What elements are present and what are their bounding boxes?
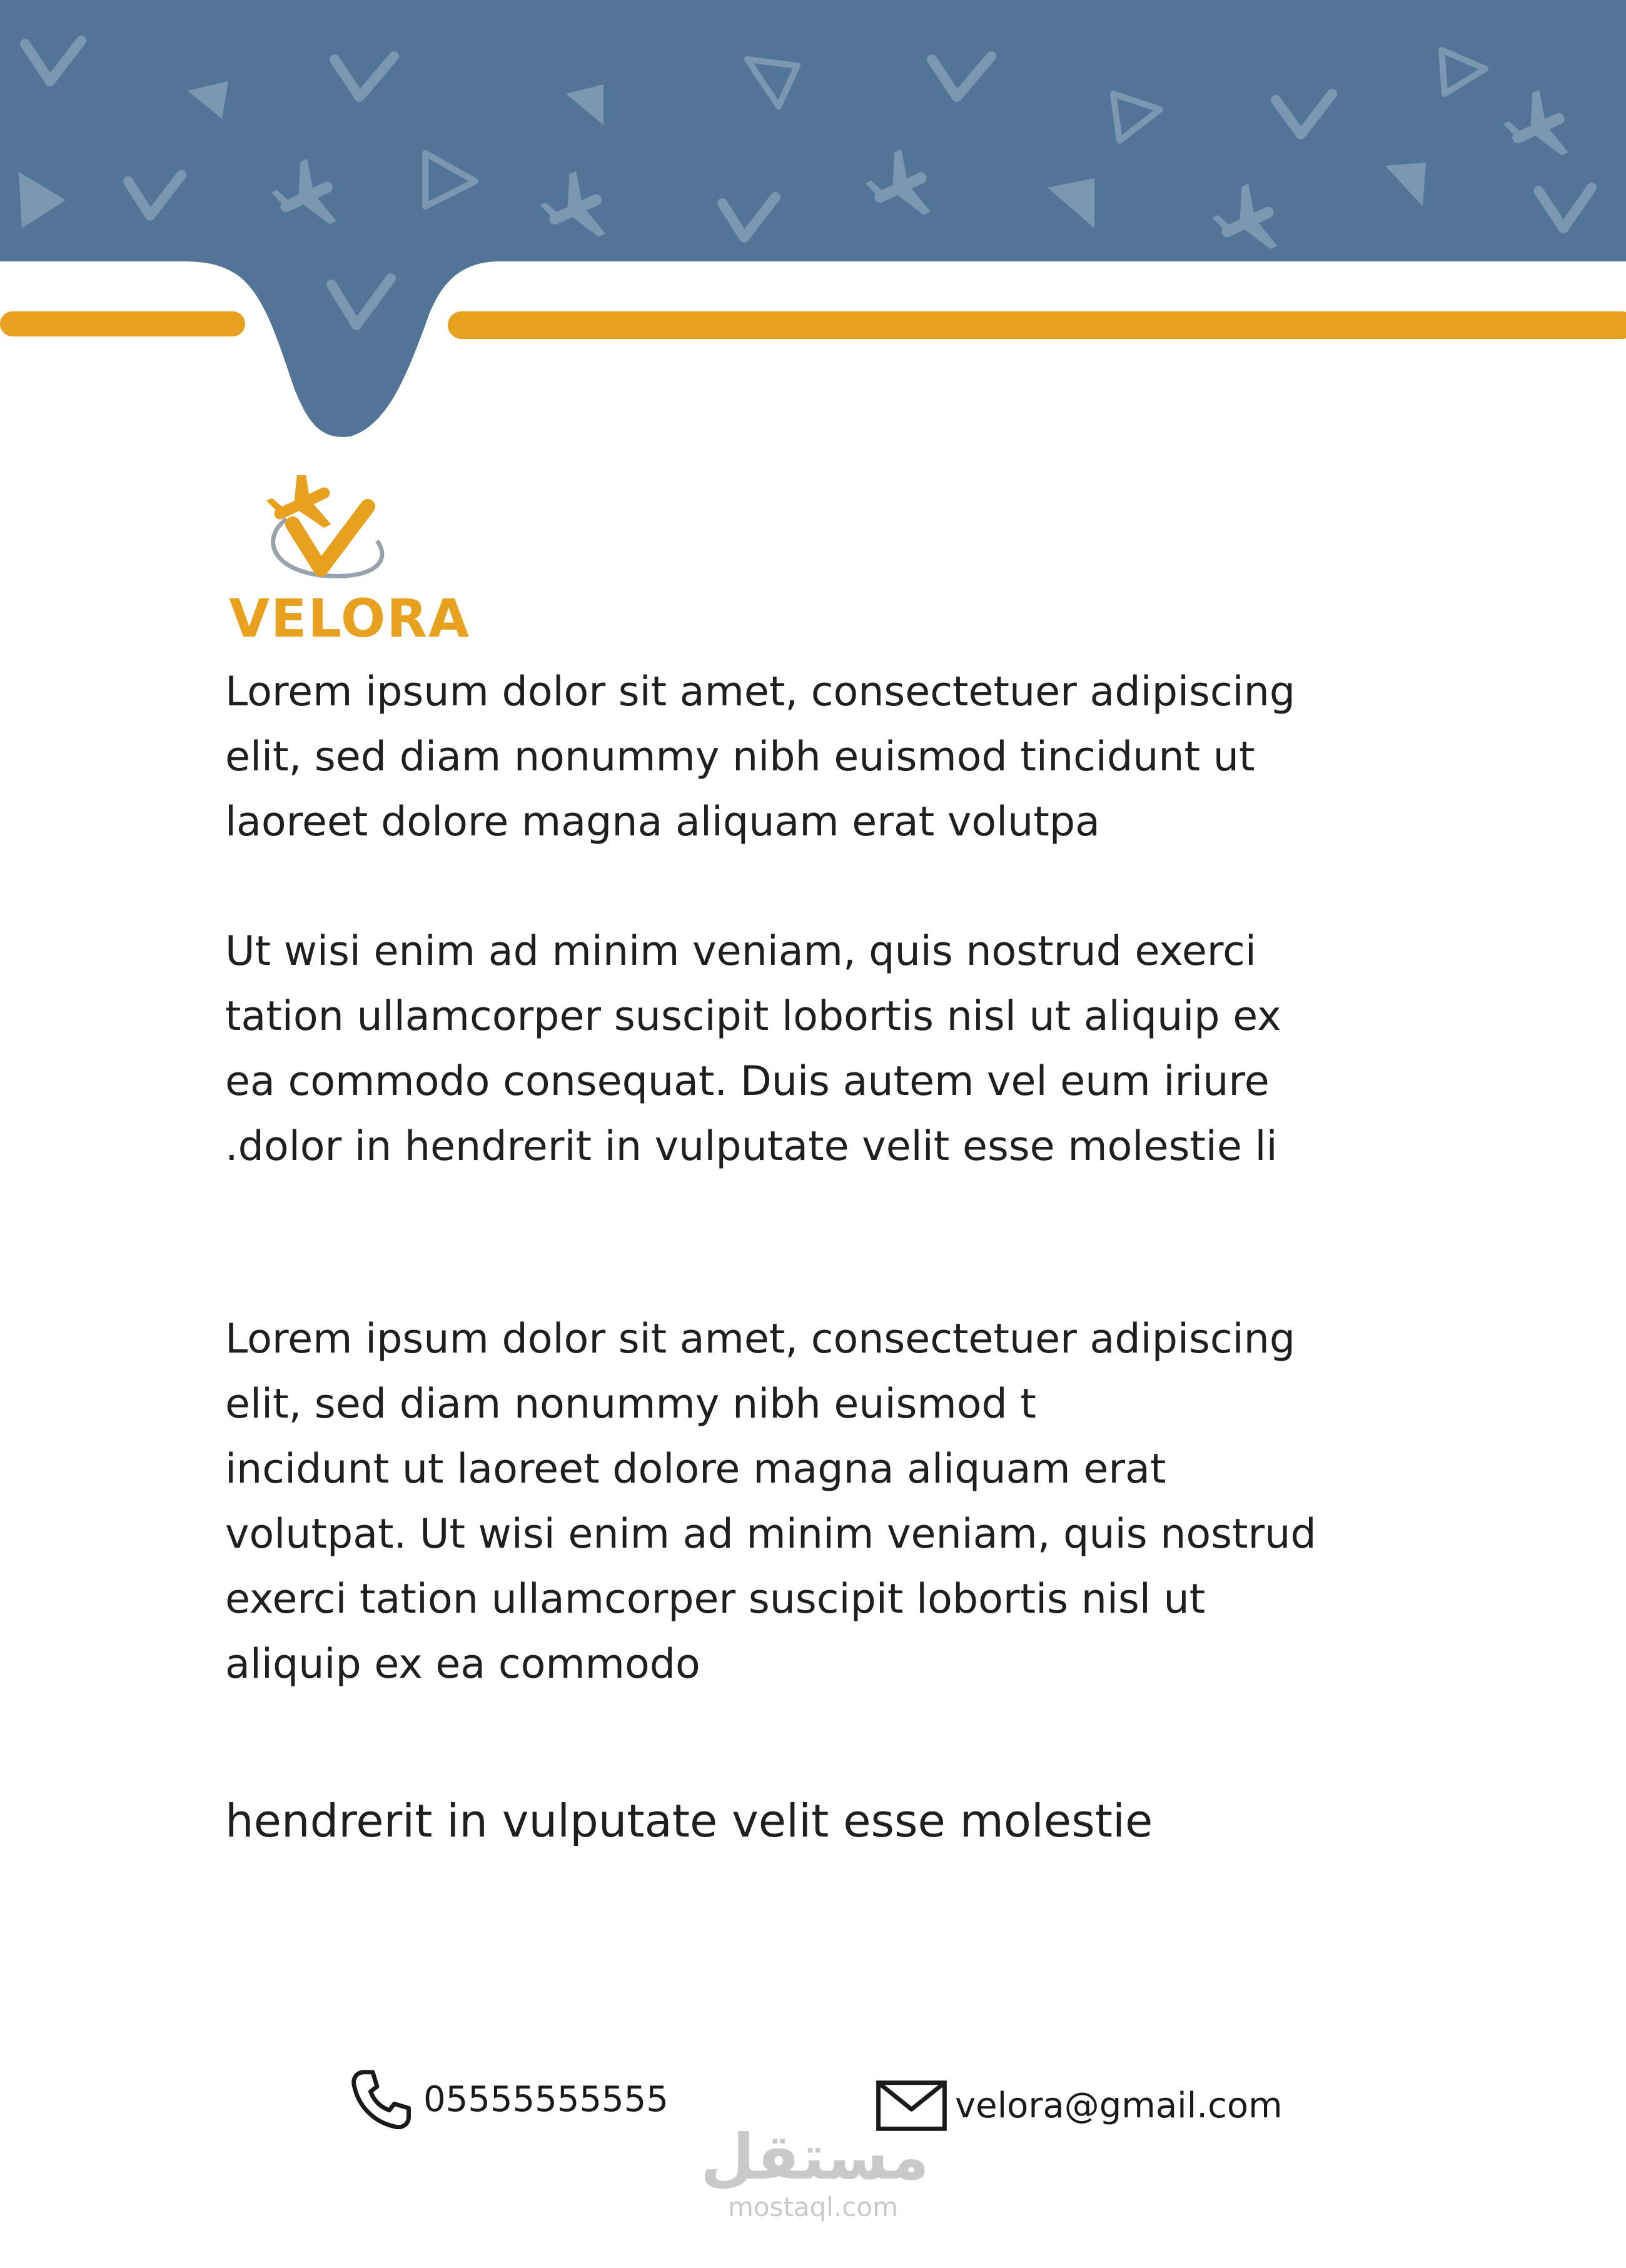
logo-check-mark bbox=[293, 507, 368, 569]
contact-phone bbox=[344, 2064, 669, 2135]
watermark-latin: mostaql.com bbox=[727, 2192, 899, 2222]
watermark bbox=[700, 2120, 929, 2223]
body-paragraph-3: Lorem ipsum dolor sit amet, consectetuer adipiscing elit, sed diam nonummy nibh euismod t incidunt ut laoreet dolore magna aliquam erat volutpat. Ut wisi enim ad minim veniam, quis nostrud exerci tation ullamcorper suscipit lobortis nisl ut aliquip ex ea commodo bbox=[225, 1316, 1316, 1688]
body-paragraph-4: hendrerit in vulputate velit esse molestie bbox=[225, 1795, 1153, 1847]
header-banner bbox=[0, 0, 1626, 450]
body-paragraph-1: Lorem ipsum dolor sit amet, consectetuer adipiscing elit, sed diam nonummy nibh euismod tincidunt ut laoreet dolore magna aliquam erat volutpa bbox=[225, 668, 1296, 845]
body-paragraph-2: Ut wisi enim ad minim veniam, quis nostrud exerci tation ullamcorper suscipit lobortis nisl ut aliquip ex ea commodo consequat. Duis autem vel eum iriure .dolor in hendrerit in vulputate velit esse molestie li bbox=[225, 928, 1281, 1170]
brand-name: VELORA bbox=[229, 588, 471, 649]
header-background bbox=[0, 0, 1626, 437]
watermark-arabic: مستقل bbox=[700, 2120, 929, 2194]
email-address[interactable]: velora@gmail.com bbox=[955, 2085, 1283, 2126]
phone-icon bbox=[344, 2064, 416, 2135]
accent-stripe-left bbox=[0, 311, 245, 336]
accent-stripe-right bbox=[448, 311, 1626, 339]
contact-email bbox=[876, 2070, 1283, 2142]
phone-number[interactable]: 05555555555 bbox=[423, 2079, 669, 2120]
